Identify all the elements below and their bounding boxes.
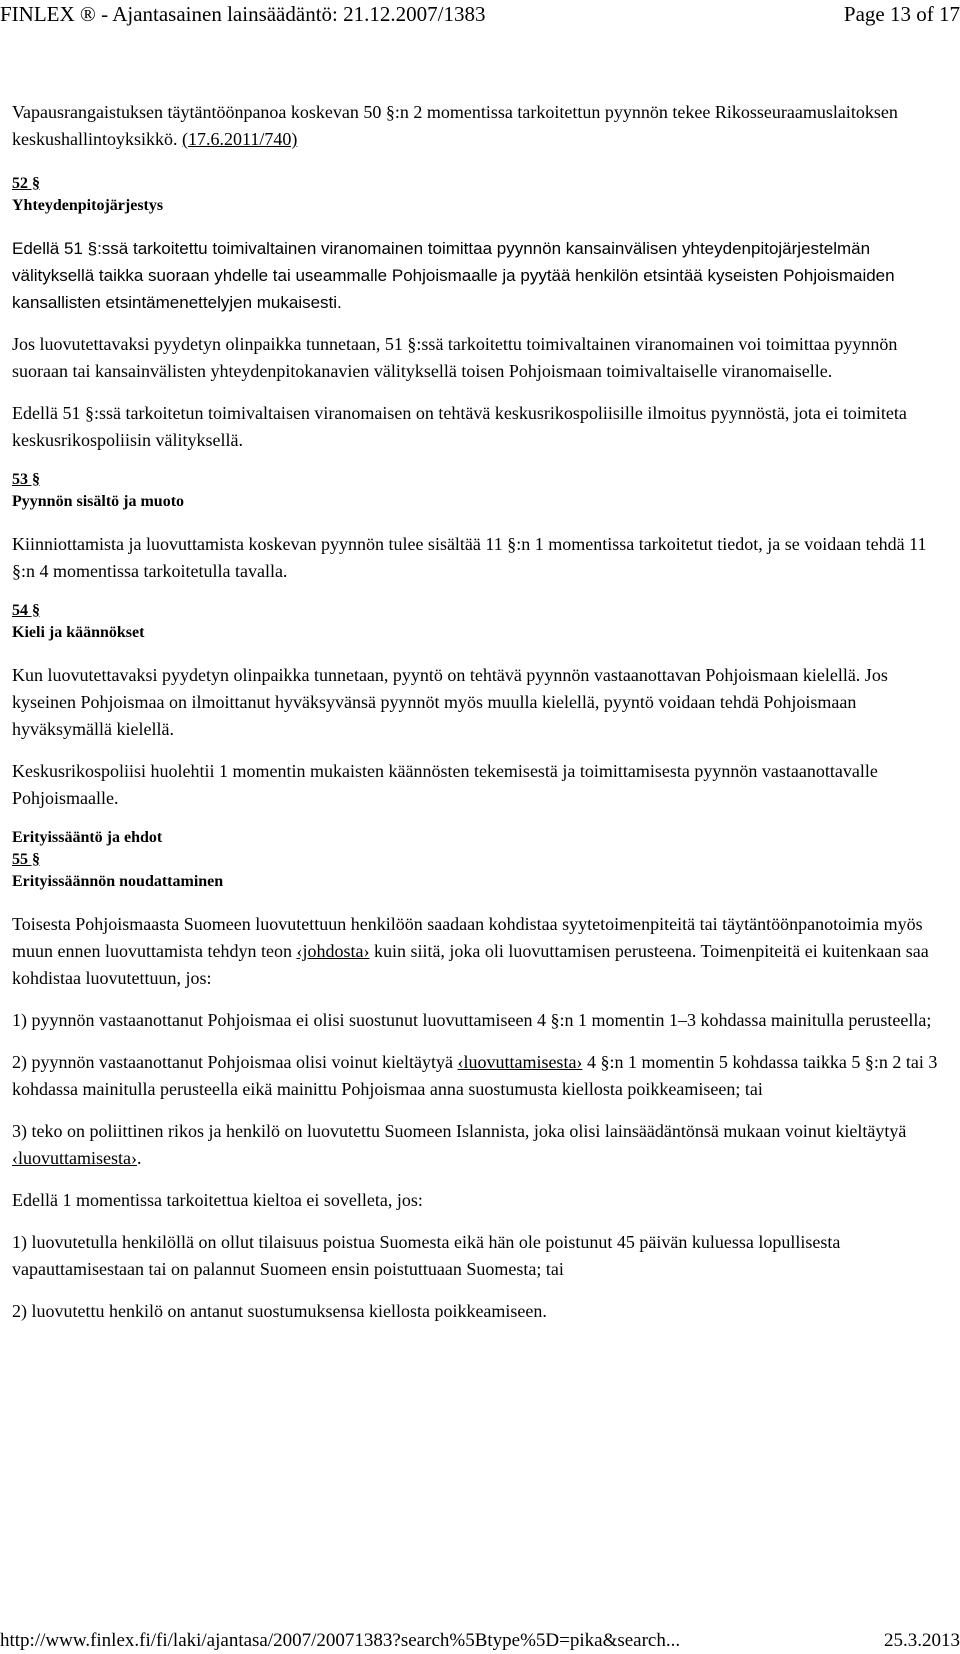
section-55-p1-text-b: kuin siitä, joka oli luovuttamisen perusteena. Toimenpiteitä ei kuitenkaan saa kohdistaa luovutettuun, jos:: [12, 941, 929, 988]
section-number-53[interactable]: 53 §: [12, 471, 40, 488]
section-55-paragraph-2: Edellä 1 momentissa tarkoitettua kieltoa ei sovelleta, jos:: [12, 1190, 423, 1210]
section-title-55: Erityissäännön noudattaminen: [12, 873, 224, 890]
section-title-54: Kieli ja käännökset: [12, 624, 145, 641]
johdosta-link[interactable]: ‹johdosta›: [296, 941, 370, 961]
section-number-55[interactable]: 55 §: [12, 851, 40, 868]
section-54-paragraph-2: Keskusrikospoliisi huolehtii 1 momentin mukaisten käännösten tekemisestä ja toimittamisesta pyynnön vastaanottavalle Pohjoismaalle.: [12, 761, 878, 808]
section-title-52: Yhteydenpitojärjestys: [12, 197, 164, 214]
intro-paragraph: [12, 99, 952, 153]
section-55-paragraph-1: [12, 911, 952, 992]
document-title: FINLEX ® - Ajantasainen lainsäädäntö: 21.12.2007/1383: [0, 2, 486, 26]
section-55-item-2: [12, 1049, 952, 1103]
section-55-p1-text-a: Toisesta Pohjoismaasta Suomeen luovutettuun henkilöön saadaan kohdistaa syytetoimenpiteitä tai täytäntöönpanotoimia myös muun ennen luovuttamista tehdyn teon: [12, 914, 923, 961]
document-body: [12, 99, 952, 1340]
luovuttamisesta-link[interactable]: ‹luovuttamisesta›: [457, 1052, 583, 1072]
intro-text: Vapausrangaistuksen täytäntöönpanoa koskevan 50 §:n 2 momentissa tarkoitettun pyynnön tekee Rikosseuraamuslaitoksen keskushallintoyksikkö.: [12, 102, 898, 149]
luovuttamisesta-link-2[interactable]: ‹luovuttamisesta›: [12, 1148, 137, 1168]
section-number-54[interactable]: 54 §: [12, 602, 40, 619]
footer-date: 25.3.2013: [884, 1630, 960, 1651]
section-title-53: Pyynnön sisältö ja muoto: [12, 493, 185, 510]
amendment-link[interactable]: (17.6.2011/740): [182, 129, 298, 149]
section-55-exception-2: 2) luovutettu henkilö on antanut suostumuksensa kiellosta poikkeamiseen.: [12, 1301, 547, 1321]
section-53-paragraph-1: Kiinniottamista ja luovuttamista koskevan pyynnön tulee sisältää 11 §:n 1 momentissa tarkoitetut tiedot, ja se voidaan tehdä 11 §:n 4 momentissa tarkoitetulla tavalla.: [12, 534, 927, 581]
section-55: [12, 827, 952, 1325]
footer-url: http://www.finlex.fi/fi/laki/ajantasa/2007/20071383?search%5Btype%5D=pika&search...: [0, 1630, 681, 1651]
section-54: [12, 600, 952, 812]
page-footer: [0, 1624, 960, 1654]
section-53: [12, 469, 952, 585]
section-54-paragraph-1: Kun luovutettavaksi pyydetyn olinpaikka tunnetaan, pyyntö on tehtävä pyynnön vastaanottavan Pohjoismaan kielellä. Jos kyseinen Pohjoismaa on ilmoittanut hyväksyvänsä pyynnöt myös muulla kielellä, pyyntö voidaan tehdä Pohjoismaan hyväksymällä kielellä.: [12, 665, 888, 739]
section-55-item-3: [12, 1118, 952, 1172]
chapter-title: Erityissääntö ja ehdot: [12, 829, 163, 846]
section-52: [12, 173, 952, 454]
section-52-paragraph-1: Edellä 51 §:ssä tarkoitettu toimivaltainen viranomainen toimittaa pyynnön kansainvälisen yhteydenpitojärjestelmän välityksellä taikka suoraan yhdelle tai useammalle Pohjoismaalle ja pyytää henkilön etsintää kyseisten Pohjoismaiden kansallisten etsintämenettelyjen mukaisesti.: [12, 239, 895, 312]
section-55-exception-1: 1) luovutetulla henkilöllä on ollut tilaisuus poistua Suomesta eikä hän ole poistunut 45 päivän kuluessa lopullisesta vapauttamisestaan tai on palannut Suomeen ensin poistuttuaan Suomesta; tai: [12, 1232, 841, 1279]
section-55-i2-text-b: 4 §:n 1 momentin 5 kohdassa taikka 5 §:n 2 tai 3 kohdassa mainitulla perusteella eikä mainittu Pohjoismaa anna suostumusta kiellosta poikkeamiseen; tai: [12, 1052, 938, 1099]
section-number-52[interactable]: 52 §: [12, 175, 40, 192]
section-55-i3-text-b: .: [136, 1148, 142, 1168]
section-55-item-1: 1) pyynnön vastaanottanut Pohjoismaa ei olisi suostunut luovuttamiseen 4 §:n 1 momentin 1–3 kohdassa mainitulla perusteella;: [12, 1010, 932, 1030]
section-52-paragraph-3: Edellä 51 §:ssä tarkoitetun toimivaltaisen viranomaisen on tehtävä keskusrikospoliisille ilmoitus pyynnöstä, jota ei toimiteta keskusrikospoliisin välityksellä.: [12, 403, 907, 450]
section-52-paragraph-2: Jos luovutettavaksi pyydetyn olinpaikka tunnetaan, 51 §:ssä tarkoitettu toimivaltainen viranomainen voi toimittaa pyynnön suoraan tai kansainvälisten yhteydenpitokanavien välityksellä toisen Pohjoismaan toimivaltaiselle viranomaiselle.: [12, 334, 898, 381]
page-number: Page 13 of 17: [843, 2, 960, 26]
page-header: [0, 0, 960, 30]
section-55-i3-text-a: 3) teko on poliittinen rikos ja henkilö on luovutettu Suomeen Islannista, joka olisi lainsäädäntönsä mukaan voinut kieltäytyä: [12, 1121, 907, 1141]
section-55-i2-text-a: 2) pyynnön vastaanottanut Pohjoismaa olisi voinut kieltäytyä: [12, 1052, 458, 1072]
